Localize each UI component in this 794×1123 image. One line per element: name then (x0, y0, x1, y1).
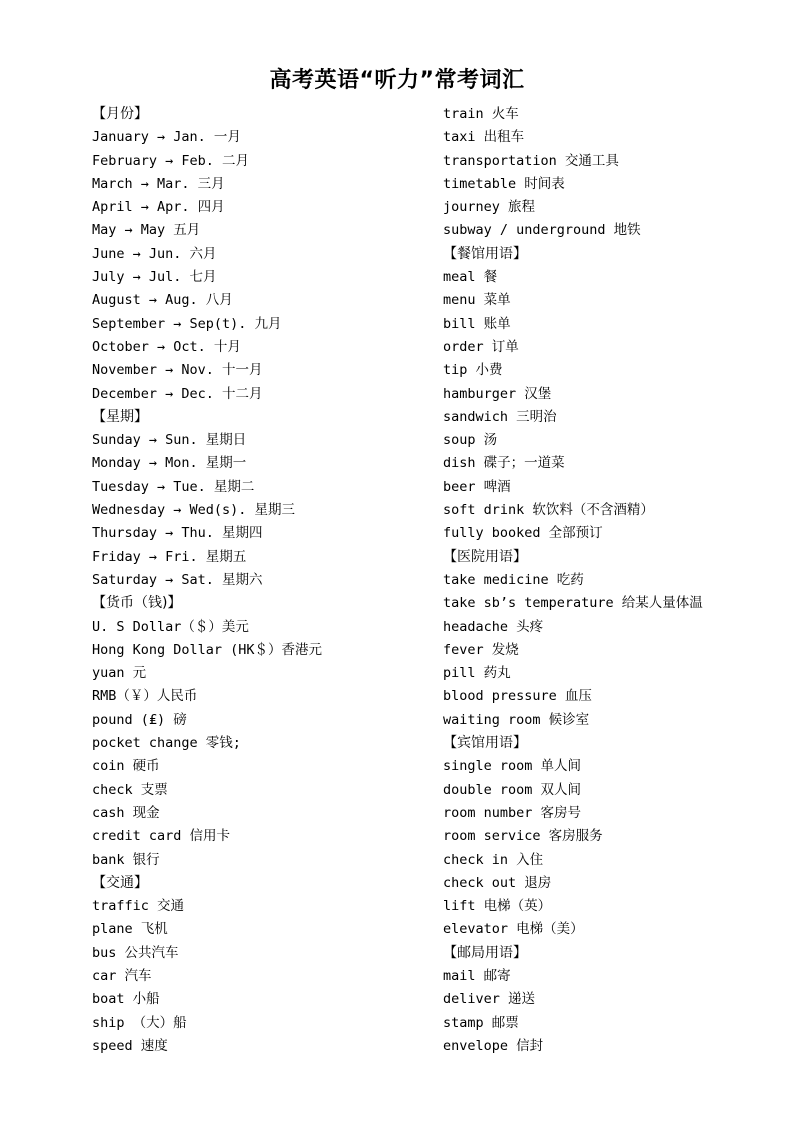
vocab-entry: July → Jul. 七月 (92, 269, 217, 286)
vocab-entry: Wednesday → Wed(s). 星期三 (92, 502, 296, 519)
vocab-entry: credit card 信用卡 (92, 828, 231, 845)
vocab-entry: Tuesday → Tue. 星期二 (92, 478, 255, 495)
vocab-entry: Monday → Mon. 星期一 (92, 455, 247, 472)
vocab-entry: check in 入住 (443, 851, 544, 868)
vocab-entry: menu 菜单 (443, 292, 511, 309)
vocab-entry: speed 速度 (92, 1037, 168, 1054)
section-heading: 【餐馆用语】 (443, 245, 527, 262)
vocab-entry: Saturday → Sat. 星期六 (92, 571, 263, 588)
vocab-entry: March → Mar. 三月 (92, 175, 225, 192)
vocab-entry: Friday → Fri. 星期五 (92, 548, 247, 565)
vocab-entry: envelope 信封 (443, 1037, 544, 1054)
vocab-entry: pocket change 零钱; (92, 735, 241, 752)
vocab-entry: car 汽车 (92, 967, 152, 984)
vocab-entry: bus 公共汽车 (92, 944, 179, 961)
vocab-entry: timetable 时间表 (443, 175, 565, 192)
vocab-entry: November → Nov. 十一月 (92, 362, 263, 379)
vocab-entry: coin 硬币 (92, 758, 160, 775)
vocab-entry: single room 单人间 (443, 758, 582, 775)
vocab-entry: mail 邮寄 (443, 967, 511, 984)
vocab-entry: double room 双人间 (443, 781, 582, 798)
vocab-entry: Sunday → Sun. 星期日 (92, 432, 247, 449)
vocab-entry: fever 发烧 (443, 641, 519, 658)
page-title: 高考英语“听力”常考词汇 (269, 68, 525, 93)
vocab-entry: sandwich 三明治 (443, 408, 557, 425)
right-column (443, 103, 763, 1058)
vocab-entry: soft drink 软饮料（不含酒精） (443, 502, 654, 519)
vocab-entry: Thursday → Thu. 星期四 (92, 525, 263, 542)
section-heading: 【邮局用语】 (443, 944, 527, 961)
vocab-entry: take sb’s temperature 给某人量体温 (443, 595, 703, 612)
vocab-entry: yuan 元 (92, 665, 147, 682)
section-heading: 【医院用语】 (443, 548, 527, 565)
vocab-entry: pound (₤) 磅 (92, 711, 187, 728)
vocab-entry: fully booked 全部预订 (443, 525, 603, 542)
vocab-entry: elevator 电梯（美） (443, 921, 584, 938)
vocab-entry: journey 旅程 (443, 199, 536, 216)
section-heading: 【交通】 (92, 874, 148, 891)
vocab-entry: RMB（￥）人民币 (92, 688, 198, 705)
vocab-entry: soup 汤 (443, 432, 498, 449)
vocab-entry: subway / underground 地铁 (443, 222, 641, 239)
vocab-entry: room number 客房号 (443, 804, 582, 821)
section-heading: 【星期】 (92, 408, 148, 425)
vocab-entry: meal 餐 (443, 269, 498, 286)
vocab-entry: transportation 交通工具 (443, 152, 619, 169)
vocab-entry: April → Apr. 四月 (92, 199, 225, 216)
vocab-entry: plane 飞机 (92, 921, 168, 938)
vocab-entry: Hong Kong Dollar (HK＄）香港元 (92, 641, 323, 658)
vocab-entry: August → Aug. 八月 (92, 292, 233, 309)
section-heading: 【货币（钱)】 (92, 595, 182, 612)
vocab-entry: deliver 递送 (443, 991, 536, 1008)
vocab-entry: December → Dec. 十二月 (92, 385, 263, 402)
section-heading: 【月份】 (92, 106, 148, 122)
vocab-entry: order 订单 (443, 338, 519, 355)
vocab-entry: dish 碟子；一道菜 (443, 455, 565, 472)
vocab-entry: pill 药丸 (443, 665, 511, 682)
vocab-entry: beer 啤酒 (443, 478, 511, 495)
left-column (92, 103, 422, 1058)
vocab-entry: boat 小船 (92, 991, 160, 1008)
vocab-entry: January → Jan. 一月 (92, 129, 241, 146)
vocab-entry: bank 银行 (92, 851, 160, 868)
vocab-entry: February → Feb. 二月 (92, 152, 250, 169)
vocab-entry: hamburger 汉堡 (443, 385, 552, 402)
vocab-entry: October → Oct. 十月 (92, 338, 241, 355)
vocab-entry: train 火车 (443, 106, 519, 122)
vocab-entry: bill 账单 (443, 315, 511, 332)
vocab-entry: headache 头疼 (443, 618, 544, 635)
vocab-entry: September → Sep(t). 九月 (92, 315, 282, 332)
vocab-entry: room service 客房服务 (443, 828, 603, 845)
section-heading: 【宾馆用语】 (443, 735, 527, 752)
vocab-entry: ship （大）船 (92, 1014, 187, 1031)
vocab-entry: check out 退房 (443, 874, 552, 891)
vocab-entry: stamp 邮票 (443, 1014, 519, 1031)
vocab-entry: cash 现金 (92, 804, 160, 821)
vocab-entry: June → Jun. 六月 (92, 245, 217, 262)
vocab-entry: check 支票 (92, 781, 168, 798)
vocab-entry: lift 电梯（英） (443, 898, 552, 915)
vocab-entry: blood pressure 血压 (443, 688, 592, 705)
vocab-entry: U. S Dollar（＄）美元 (92, 618, 249, 635)
vocab-entry: waiting room 候诊室 (443, 711, 590, 728)
vocab-entry: take medicine 吃药 (443, 571, 584, 588)
vocab-entry: May → May 五月 (92, 222, 201, 239)
vocab-entry: traffic 交通 (92, 898, 185, 915)
vocab-entry: tip 小费 (443, 362, 503, 379)
vocab-entry: taxi 出租车 (443, 129, 525, 146)
